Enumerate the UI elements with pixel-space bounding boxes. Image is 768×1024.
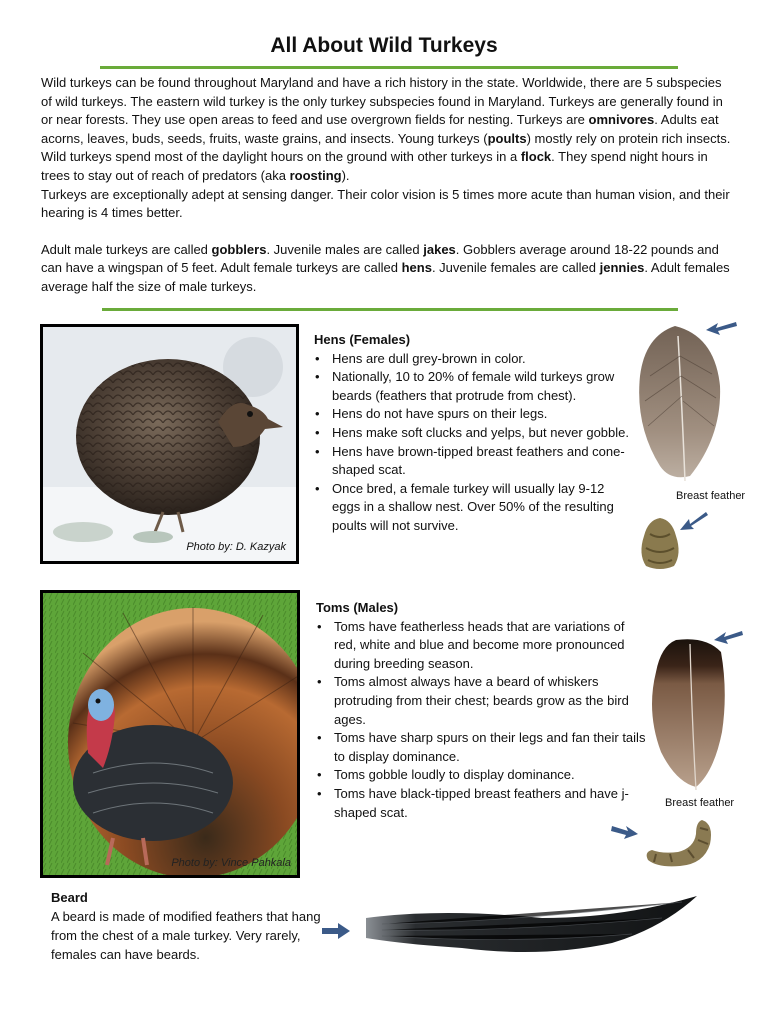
hen-photo xyxy=(40,324,299,564)
bold-term: omnivores xyxy=(588,112,655,128)
arrow-icon xyxy=(704,318,738,338)
list-item: • Once bred, a female turkey will usually lay 9-12 eggs in a shallow nest. Over 50% of the resulting poults will not survive. xyxy=(332,480,632,536)
hen-photo-credit: Photo by: D. Kazyak xyxy=(186,541,286,553)
list-item: • Toms gobble loudly to display dominance. xyxy=(334,766,648,785)
toms-section xyxy=(316,599,648,822)
intro-paragraph-3: Adult male turkeys are called gobblers. Juvenile males are called jakes. Gobblers average around 18-22 pounds and can have a wingspan of 5 feet. Adult female turkeys are called hens. Juvenile females are called jennies. Adult females average half the size of male turkeys. xyxy=(41,241,730,294)
list-item: • Hens have brown-tipped breast feathers and cone-shaped scat. xyxy=(332,443,632,480)
section-divider xyxy=(102,308,678,311)
beard-heading: Beard xyxy=(51,890,88,905)
bold-term: roosting xyxy=(289,167,342,183)
bold-term: jakes xyxy=(423,241,456,257)
title-divider xyxy=(100,66,678,69)
hen-feather-caption: Breast feather xyxy=(676,490,746,502)
bold-term: gobblers xyxy=(211,241,267,257)
intro-text xyxy=(41,74,731,297)
tom-feather-caption: Breast feather xyxy=(665,797,735,809)
hen-breast-feather-image xyxy=(630,316,730,486)
list-item: • Hens make soft clucks and yelps, but never gobble. xyxy=(332,424,632,443)
list-item: • Hens are dull grey-brown in color. xyxy=(332,350,632,369)
list-item: • Nationally, 10 to 20% of female wild turkeys grow beards (feathers that protrude from chest). xyxy=(332,368,632,405)
bold-term: poults xyxy=(487,130,527,146)
bold-term: hens xyxy=(401,260,432,276)
arrow-icon xyxy=(676,510,710,534)
beard-section xyxy=(51,888,321,964)
intro-paragraph-2: Turkeys are exceptionally adept at sensing danger. Their color vision is 5 times more acute than human vision, and their hearing is 4 times better. xyxy=(41,186,730,221)
hens-section xyxy=(314,331,632,536)
hens-bullet-list xyxy=(314,350,632,536)
tom-breast-feather-image xyxy=(646,632,736,792)
page-title: All About Wild Turkeys xyxy=(270,34,498,57)
list-item: • Toms almost always have a beard of whiskers protruding from their chest; beards grow as the bird ages. xyxy=(334,673,648,729)
list-item: • Toms have sharp spurs on their legs and fan their tails to display dominance. xyxy=(334,729,648,766)
hens-heading: Hens (Females) xyxy=(314,332,411,347)
beard-description: A beard is made of modified feathers that hang from the chest of a male turkey. Very rarely, females can have beards. xyxy=(51,909,321,962)
toms-bullet-list xyxy=(316,618,648,823)
intro-paragraph-1: Wild turkeys can be found throughout Maryland and have a rich history in the state. Worldwide, there are 5 subspecies of wild turkeys. The eastern wild turkey is the only turkey subspecies found in Maryland. Turkeys are generally found in or near forests. They use open areas to feed and use overgrown fields for nesting. Turkeys are omnivores. Adults eat acorns, leaves, buds, seeds, fruits, waste grains, and insects. Young turkeys (poults) mostly rely on protein rich insects. Wild turkeys spend most of the daylight hours on the ground with other turkeys in a flock. They spend night hours in trees to stay out of reach of predators (aka roosting). xyxy=(41,75,731,183)
arrow-icon xyxy=(320,922,352,940)
list-item: • Hens do not have spurs on their legs. xyxy=(332,405,632,424)
tom-photo xyxy=(40,590,300,878)
list-item: • Toms have black-tipped breast feathers and have j-shaped scat. xyxy=(334,785,648,822)
list-item: • Toms have featherless heads that are variations of red, white and blue and become more pronounced during breeding season. xyxy=(334,618,648,674)
beard-image xyxy=(362,888,702,968)
arrow-icon xyxy=(610,822,640,842)
tom-photo-credit: Photo by: Vince Pahkala xyxy=(171,857,291,869)
tom-scat-image xyxy=(640,814,720,872)
toms-heading: Toms (Males) xyxy=(316,600,399,615)
arrow-icon xyxy=(712,628,744,646)
bold-term: flock xyxy=(520,149,552,165)
bold-term: jennies xyxy=(599,260,645,276)
